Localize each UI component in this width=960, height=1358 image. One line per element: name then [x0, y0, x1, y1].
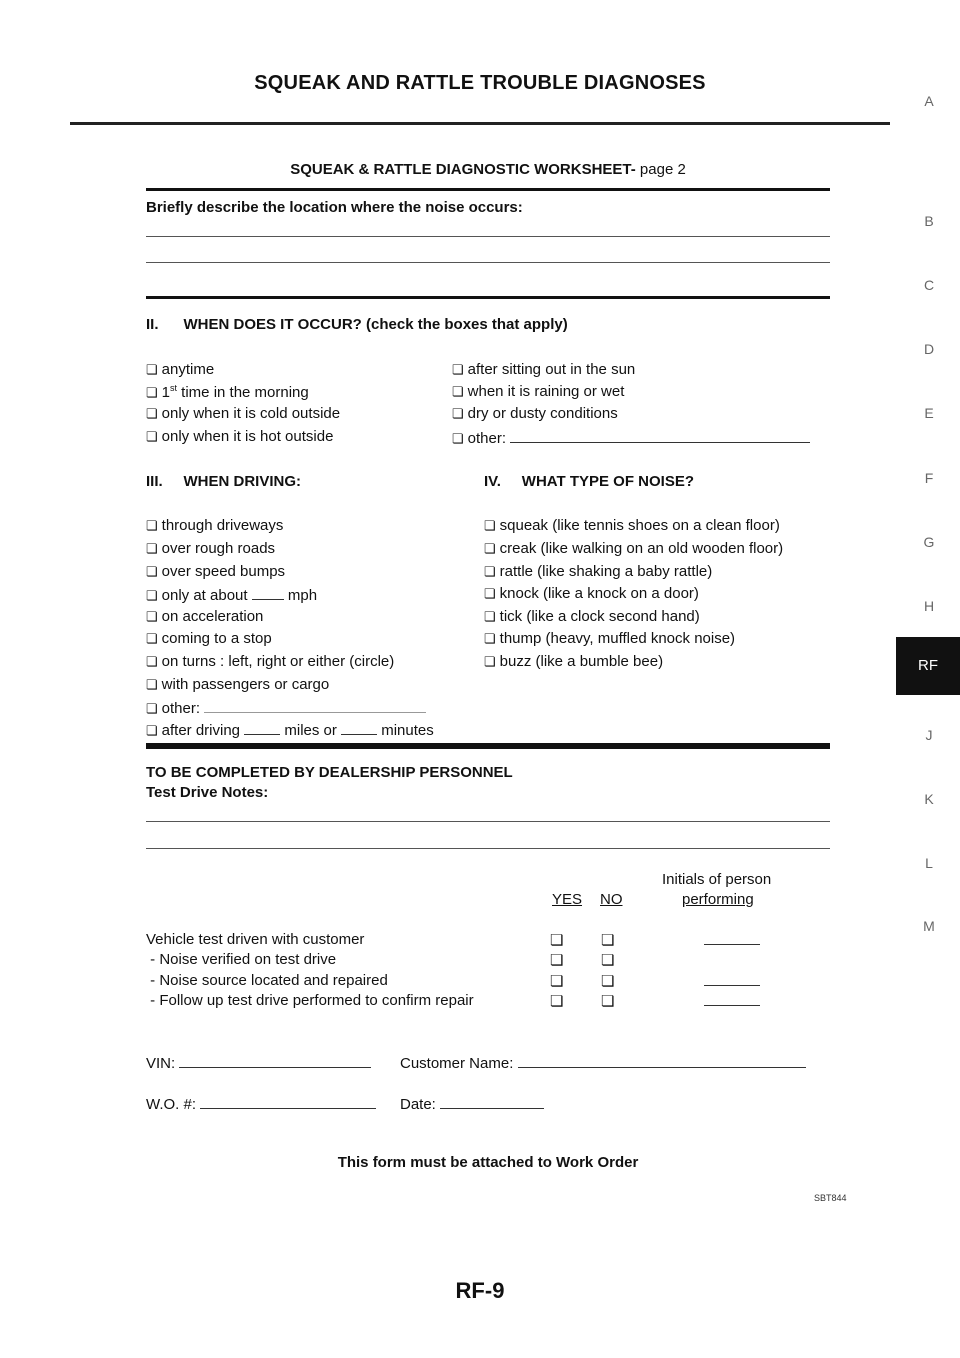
yes-header: YES: [552, 891, 583, 908]
no-checkbox-1[interactable]: ❏: [601, 932, 615, 949]
customer-name-label: Customer Name:: [400, 1055, 514, 1072]
section3-heading: III. WHEN DRIVING:: [146, 473, 302, 490]
occur-other-field[interactable]: [510, 428, 810, 443]
drive-driveways[interactable]: [146, 517, 283, 534]
tab-rf-active[interactable]: RF: [896, 637, 960, 695]
option-label: on acceleration: [161, 608, 264, 625]
date-label: Date:: [400, 1096, 436, 1113]
initials-header-2: performing: [682, 891, 754, 908]
drive-rough-roads[interactable]: [146, 540, 275, 557]
option-label: buzz (like a bumble bee): [499, 653, 664, 670]
checkbox-icon[interactable]: ❏: [146, 723, 158, 738]
check-row-noise-verified: - Noise verified on test drive: [146, 951, 337, 968]
tab-f[interactable]: F: [924, 470, 934, 486]
checkbox-icon[interactable]: ❏: [146, 701, 158, 716]
section-rule-2: [146, 743, 830, 749]
checkbox-icon[interactable]: ❏: [484, 631, 496, 646]
option-label: when it is raining or wet: [467, 383, 625, 400]
tab-l[interactable]: L: [925, 855, 933, 871]
option-label: only when it is hot outside: [161, 428, 334, 445]
vin-field[interactable]: [179, 1053, 371, 1068]
checkbox-icon[interactable]: ❏: [484, 586, 496, 601]
tab-a[interactable]: A: [924, 93, 934, 109]
option-label: only when it is cold outside: [161, 405, 341, 422]
section4-heading: IV. WHAT TYPE OF NOISE?: [484, 473, 695, 490]
tab-e[interactable]: E: [924, 405, 934, 421]
location-prompt: Briefly describe the location where the noise occurs:: [146, 199, 523, 216]
drive-acceleration[interactable]: [146, 608, 263, 625]
noise-squeak[interactable]: [484, 517, 780, 534]
no-header: NO: [600, 891, 623, 908]
option-label: other:: [467, 430, 507, 447]
option-label: other:: [161, 700, 201, 717]
vin-label: VIN:: [146, 1055, 176, 1072]
noise-creak[interactable]: [484, 540, 783, 557]
option-label: creak (like walking on an old wooden floor): [499, 540, 784, 557]
option-label: rattle (like shaking a baby rattle): [499, 563, 713, 580]
dealer-heading: TO BE COMPLETED BY DEALERSHIP PERSONNEL: [146, 764, 513, 781]
occur-after-sun[interactable]: [452, 361, 635, 378]
tab-c[interactable]: C: [923, 277, 935, 293]
minutes-field[interactable]: [341, 720, 377, 735]
date-field[interactable]: [440, 1094, 544, 1109]
option-label: anytime: [161, 361, 215, 378]
occur-hot-outside[interactable]: [146, 428, 333, 445]
miles-field[interactable]: [244, 720, 280, 735]
noise-rattle[interactable]: [484, 563, 712, 580]
initials-field-3[interactable]: [704, 985, 760, 986]
worksheet-title: [146, 161, 830, 178]
wo-row: [146, 1094, 376, 1113]
title-rule: [146, 188, 830, 191]
occur-dusty[interactable]: [452, 405, 618, 422]
option-label-rest: time in the morning: [177, 384, 309, 401]
drive-passengers[interactable]: [146, 676, 329, 693]
option-label: dry or dusty conditions: [467, 405, 618, 422]
option-label: squeak (like tennis shoes on a clean floor): [499, 517, 780, 534]
drive-coming-to-stop[interactable]: [146, 630, 272, 647]
initials-field-1[interactable]: [704, 944, 760, 945]
option-label: tick (like a clock second hand): [499, 608, 700, 625]
tab-k[interactable]: K: [924, 791, 934, 807]
tab-j[interactable]: J: [925, 727, 933, 743]
no-checkbox-2[interactable]: ❏: [601, 952, 615, 969]
notes-line-1[interactable]: [146, 821, 830, 822]
checkbox-icon[interactable]: ❏: [146, 564, 158, 579]
option-label: thump (heavy, muffled knock noise): [499, 630, 736, 647]
checkbox-icon[interactable]: ❏: [484, 564, 496, 579]
checkbox-icon[interactable]: ❏: [146, 588, 158, 603]
drive-on-turns[interactable]: [146, 653, 394, 670]
checkbox-icon[interactable]: ❏: [484, 541, 496, 556]
yes-checkbox-2[interactable]: ❏: [550, 952, 564, 969]
section2-heading: II. WHEN DOES IT OCCUR? (check the boxes that apply): [146, 316, 568, 333]
noise-tick[interactable]: [484, 608, 700, 625]
checkbox-icon[interactable]: ❏: [146, 631, 158, 646]
checkbox-icon[interactable]: ❏: [146, 429, 158, 444]
tab-h[interactable]: H: [923, 598, 935, 614]
yes-checkbox-1[interactable]: ❏: [550, 932, 564, 949]
vin-row: [146, 1053, 371, 1072]
page-number: RF-9: [455, 1278, 505, 1303]
ordinal-suffix: st: [170, 383, 178, 393]
checkbox-icon[interactable]: ❏: [146, 609, 158, 624]
mph-label: mph: [287, 587, 318, 604]
noise-knock[interactable]: [484, 585, 699, 602]
checkbox-icon[interactable]: ❏: [452, 406, 464, 421]
miles-or-label: miles or: [284, 722, 337, 739]
worksheet-page-label: page 2: [639, 161, 686, 178]
option-label: on turns : left, right or either (circle): [161, 653, 395, 670]
checkbox-icon[interactable]: ❏: [146, 677, 158, 692]
occur-raining[interactable]: [452, 383, 624, 400]
wo-label: W.O. #:: [146, 1096, 197, 1113]
customer-row: [400, 1053, 806, 1072]
checkbox-icon[interactable]: ❏: [452, 431, 464, 446]
no-checkbox-3[interactable]: ❏: [601, 973, 615, 990]
date-row: [400, 1094, 544, 1113]
customer-name-field[interactable]: [518, 1053, 806, 1068]
tab-m[interactable]: M: [923, 918, 935, 934]
tab-d[interactable]: D: [923, 341, 935, 357]
tab-b[interactable]: B: [924, 213, 934, 229]
option-label: over speed bumps: [161, 563, 286, 580]
section-tabs: [898, 0, 960, 1358]
initials-header-1: Initials of person: [662, 871, 772, 888]
option-label: after sitting out in the sun: [467, 361, 636, 378]
noise-buzz[interactable]: [484, 653, 663, 670]
option-label: knock (like a knock on a door): [499, 585, 699, 602]
checkbox-icon[interactable]: ❏: [452, 384, 464, 399]
checkbox-icon[interactable]: ❏: [484, 609, 496, 624]
initials-field-4[interactable]: [704, 1005, 760, 1006]
drive-after-driving[interactable]: [146, 720, 434, 739]
checkbox-icon[interactable]: ❏: [146, 362, 158, 377]
checkbox-icon[interactable]: ❏: [146, 654, 158, 669]
tab-g[interactable]: G: [923, 534, 935, 550]
option-label: with passengers or cargo: [161, 676, 330, 693]
option-label: over rough roads: [161, 540, 276, 557]
check-row-follow-up: - Follow up test drive performed to confirm repair: [146, 992, 474, 1009]
worksheet-title-text: SQUEAK & RATTLE DIAGNOSTIC WORKSHEET-: [290, 161, 636, 178]
figure-code: SBT844: [814, 1193, 847, 1203]
checkbox-icon[interactable]: ❏: [146, 406, 158, 421]
header-rule: [70, 122, 890, 125]
checkbox-icon[interactable]: ❏: [146, 518, 158, 533]
occur-cold-outside[interactable]: [146, 405, 340, 422]
wo-field[interactable]: [200, 1094, 376, 1109]
yes-checkbox-4[interactable]: ❏: [550, 993, 564, 1010]
option-label: after driving: [161, 722, 241, 739]
location-line-1[interactable]: [146, 236, 830, 237]
minutes-label: minutes: [381, 722, 434, 739]
drive-other-field[interactable]: [204, 698, 426, 713]
occur-first-time-morning[interactable]: [146, 383, 309, 401]
location-line-2[interactable]: [146, 262, 830, 263]
check-row-test-driven: Vehicle test driven with customer: [146, 931, 365, 948]
check-row-source-located: - Noise source located and repaired: [146, 972, 388, 989]
page-header-title: SQUEAK AND RATTLE TROUBLE DIAGNOSES: [254, 72, 706, 94]
checkbox-icon[interactable]: ❏: [484, 518, 496, 533]
checkbox-icon[interactable]: ❏: [484, 654, 496, 669]
option-label: coming to a stop: [161, 630, 272, 647]
occur-anytime[interactable]: [146, 361, 214, 378]
no-checkbox-4[interactable]: ❏: [601, 993, 615, 1010]
option-label: through driveways: [161, 517, 284, 534]
section-rule-1: [146, 296, 830, 299]
checkbox-icon[interactable]: ❏: [146, 385, 158, 400]
occur-other[interactable]: [452, 428, 810, 447]
option-label: only at about: [161, 587, 248, 604]
drive-speed-bumps[interactable]: [146, 563, 285, 580]
drive-at-mph[interactable]: [146, 585, 317, 604]
checkbox-icon[interactable]: ❏: [146, 541, 158, 556]
noise-thump[interactable]: [484, 630, 735, 647]
mph-field[interactable]: [252, 585, 284, 600]
attach-note: This form must be attached to Work Order: [337, 1154, 639, 1171]
drive-other[interactable]: [146, 698, 426, 717]
checkbox-icon[interactable]: ❏: [452, 362, 464, 377]
yes-checkbox-3[interactable]: ❏: [550, 973, 564, 990]
test-drive-notes-label: Test Drive Notes:: [146, 784, 269, 801]
notes-line-2[interactable]: [146, 848, 830, 849]
option-label: 1: [161, 384, 170, 401]
